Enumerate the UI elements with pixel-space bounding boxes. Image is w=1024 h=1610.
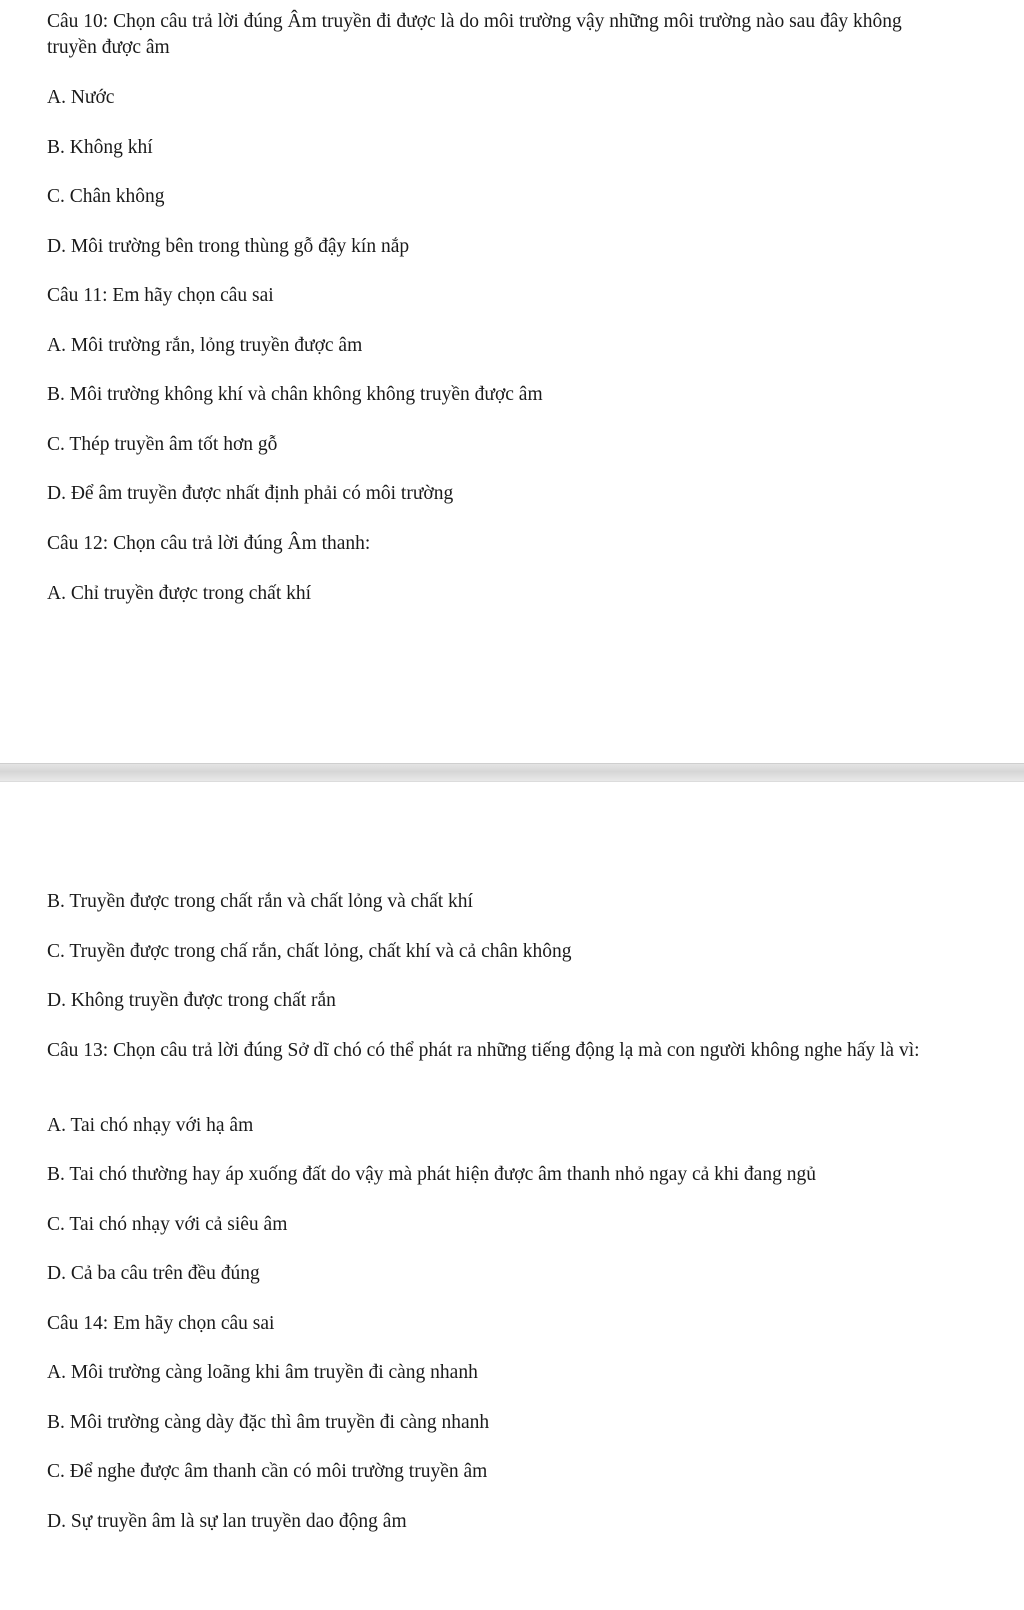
q11-option-d: D. Để âm truyền được nhất định phải có môi trường (47, 483, 454, 504)
q12-option-c: C. Truyền được trong chấ rắn, chất lỏng, chất khí và cả chân không (47, 941, 572, 962)
q10-option-d: D. Môi trường bên trong thùng gỗ đậy kín nắp (47, 236, 410, 257)
q12-option-b: B. Truyền được trong chất rắn và chất lỏng và chất khí (47, 891, 473, 912)
q11-option-b: B. Môi trường không khí và chân không không truyền được âm (47, 384, 543, 405)
q13-option-b: B. Tai chó thường hay áp xuống đất do vậy mà phát hiện được âm thanh nhỏ ngay cả khi đang ngủ (47, 1164, 816, 1185)
q10-option-c: C. Chân không (47, 186, 165, 207)
q11-option-c: C. Thép truyền âm tốt hơn gỗ (47, 434, 278, 455)
q14-option-a: A. Môi trường càng loãng khi âm truyền đi càng nhanh (47, 1362, 478, 1383)
q13-option-c: C. Tai chó nhạy với cả siêu âm (47, 1214, 288, 1235)
q12-option-a: A. Chỉ truyền được trong chất khí (47, 583, 312, 604)
document-page-1 (0, 0, 1024, 763)
q10-option-a: A. Nước (47, 87, 115, 108)
document-page-2 (0, 782, 1024, 1610)
question-13-text: Câu 13: Chọn câu trả lời đúng Sở dĩ chó có thể phát ra những tiếng động lạ mà con người không nghe hấy là vì: (47, 1040, 920, 1061)
q13-option-d: D. Cả ba câu trên đều đúng (47, 1263, 260, 1284)
q14-option-c: C. Để nghe được âm thanh cần có môi trường truyền âm (47, 1461, 488, 1482)
q14-option-d: D. Sự truyền âm là sự lan truyền dao động âm (47, 1511, 407, 1532)
question-14-text: Câu 14: Em hãy chọn câu sai (47, 1313, 275, 1334)
question-11-text: Câu 11: Em hãy chọn câu sai (47, 285, 274, 306)
question-12-text: Câu 12: Chọn câu trả lời đúng Âm thanh: (47, 533, 371, 554)
page-separator (0, 763, 1024, 782)
q13-option-a: A. Tai chó nhạy với hạ âm (47, 1115, 254, 1136)
q14-option-b: B. Môi trường càng dày đặc thì âm truyền đi càng nhanh (47, 1412, 490, 1433)
question-10-text: Câu 10: Chọn câu trả lời đúng Âm truyền đi được là do môi trường vậy những môi trường nào sau đây không truyền được âm (47, 11, 902, 58)
q10-option-b: B. Không khí (47, 137, 153, 158)
q11-option-a: A. Môi trường rắn, lỏng truyền được âm (47, 335, 363, 356)
q12-option-d: D. Không truyền được trong chất rắn (47, 990, 336, 1011)
